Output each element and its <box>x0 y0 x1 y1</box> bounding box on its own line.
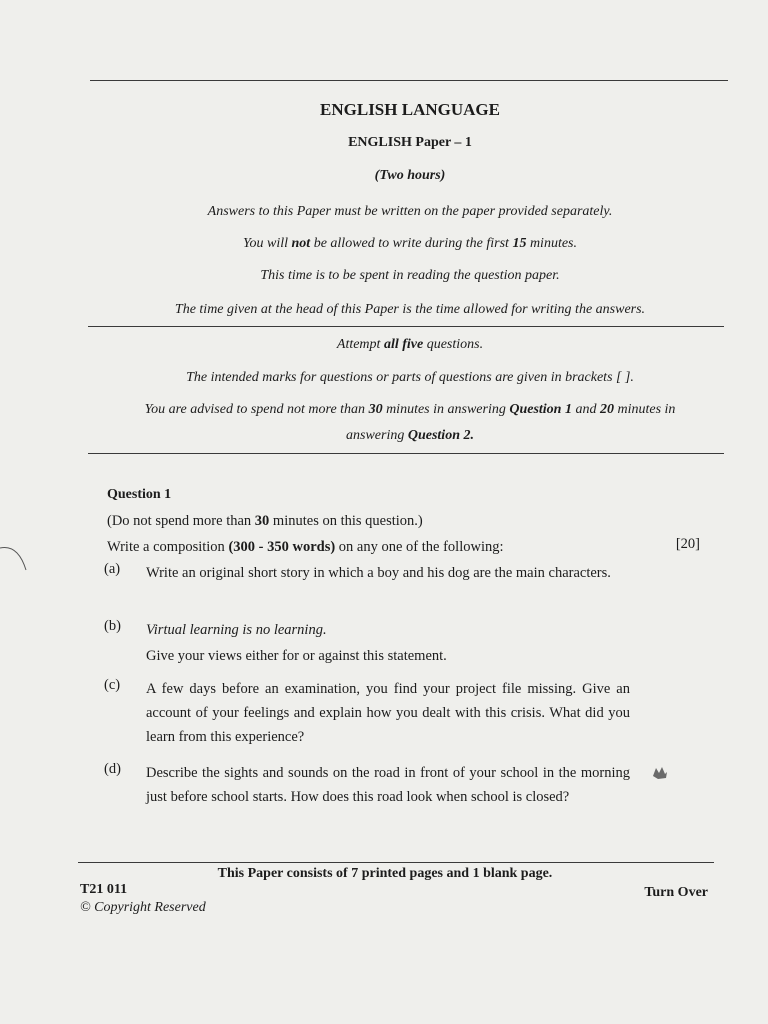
question-1-note: (Do not spend more than 30 minutes on this question.) <box>107 513 423 529</box>
ink-smudge-icon <box>650 764 670 782</box>
paper-code: T21 011 <box>80 882 128 897</box>
instruction-line-3: This time is to be spent in reading the question paper. <box>260 268 560 283</box>
paper-title: ENGLISH LANGUAGE <box>320 100 500 119</box>
option-a-letter: (a) <box>104 561 121 577</box>
instruction-line-2: You will not be allowed to write during the first 15 minutes. <box>243 236 577 251</box>
option-d-letter: (d) <box>104 761 121 777</box>
option-b-letter: (b) <box>104 618 121 634</box>
paper-duration: (Two hours) <box>374 168 446 183</box>
paper-curl-mark <box>0 540 30 590</box>
question-1-prompt: Write a composition (300 - 350 words) on any one of the following: <box>107 539 504 555</box>
instruction-line-6: The intended marks for questions or parts of questions are given in brackets [ ]. <box>186 370 634 385</box>
paper-subtitle: ENGLISH Paper – 1 <box>348 135 472 150</box>
instruction-line-5: Attempt all five questions. <box>336 337 484 352</box>
option-b-text: Give your views either for or against this statement. <box>146 648 447 664</box>
option-b-statement <box>146 618 630 642</box>
turn-over-label: Turn Over <box>644 885 708 900</box>
option-d-text: Describe the sights and sounds on the road in front of your school in the morning just before school starts. How does this road look when school is closed? <box>146 765 630 805</box>
instruction-rule-2 <box>88 453 724 454</box>
footer-rule <box>78 862 714 863</box>
question-1-marks: [20] <box>675 536 700 552</box>
top-rule <box>90 80 728 81</box>
footer-pages-note: This Paper consists of 7 printed pages and 1 blank page. <box>217 866 553 881</box>
option-a-text: Write an original short story in which a boy and his dog are the main characters. <box>146 565 611 581</box>
instruction-rule-1 <box>88 326 724 327</box>
instruction-line-4: The time given at the head of this Paper is the time allowed for writing the answers. <box>174 302 646 317</box>
question-1-title: Question 1 <box>107 487 172 502</box>
instruction-line-7: You are advised to spend not more than 30 minutes in answering Question 1 and 20 minutes in <box>144 402 676 417</box>
copyright-notice: © Copyright Reserved <box>80 900 206 915</box>
instruction-line-1: Answers to this Paper must be written on the paper provided separately. <box>207 204 613 219</box>
instruction-line-8: answering Question 2. <box>346 428 474 443</box>
option-c-text: A few days before an examination, you find your project file missing. Give an account of your feelings and explain how you dealt with this crisis. What did you learn from this experience? <box>146 681 630 745</box>
option-c-letter: (c) <box>104 677 121 693</box>
option-b-italic: Virtual learning is no learning. <box>146 622 327 638</box>
